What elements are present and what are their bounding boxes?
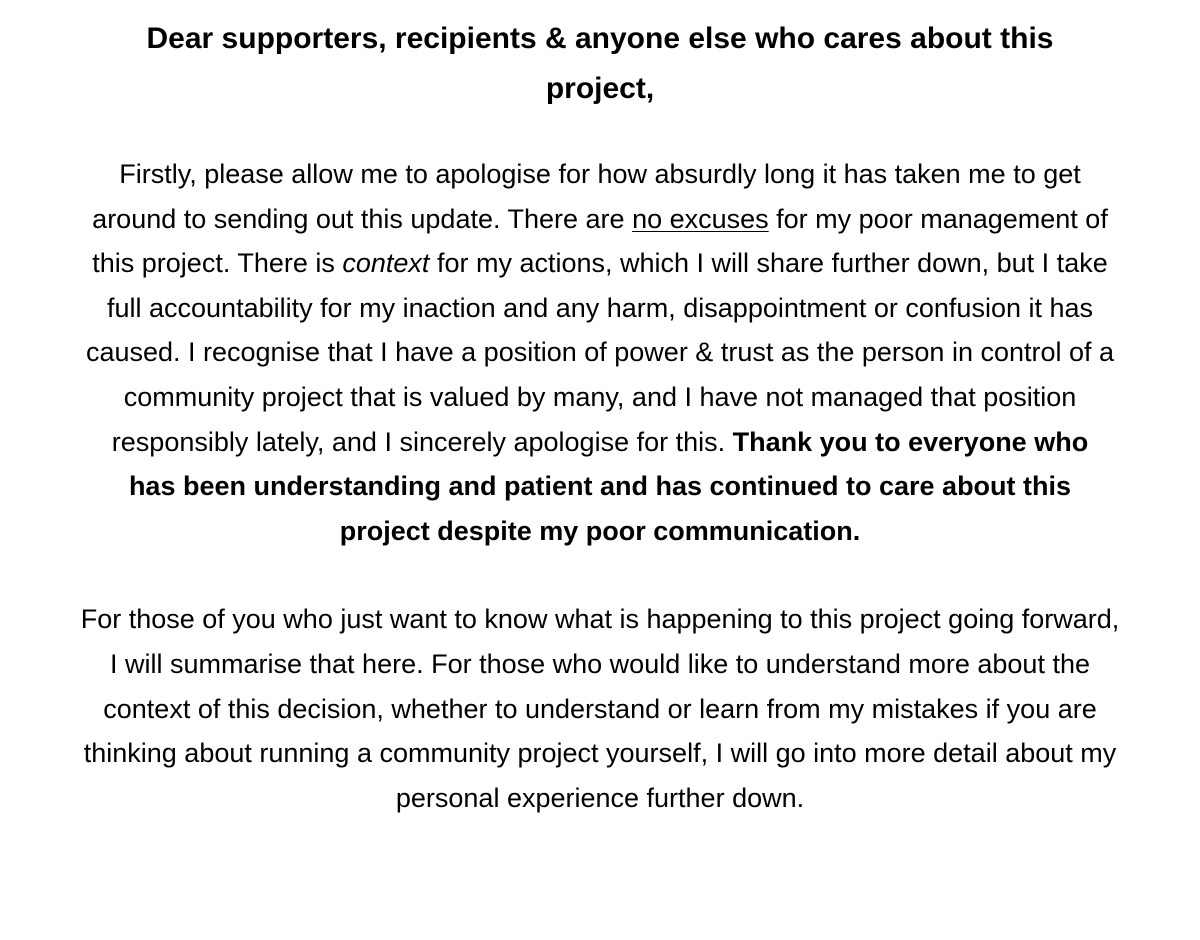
context-emphasis: context bbox=[342, 248, 430, 279]
paragraph-apology-text-3: for my actions, which I will share further down, but I take full accountability for my inaction and any harm, disappointment or confusion it has caused. I recognise that I have a position of power & trust as the person in control of a community project that is valued by many, and I have not managed that position responsibly lately, and I sincerely apologise for this. bbox=[85, 248, 1115, 457]
paragraph-apology bbox=[85, 152, 1115, 553]
no-excuses-emphasis: no excuses bbox=[632, 203, 769, 234]
letter-heading: Dear supporters, recipients & anyone else who cares about this project, bbox=[146, 22, 1054, 105]
paragraph-apology-text-1: Firstly, please allow me to apologise for how absurdly long it has taken me to get around to sending out this update. There are bbox=[92, 159, 1081, 234]
paragraph-summary: For those of you who just want to know what is happening to this project going forward, I will summarise that here. For those who would like to understand more about the context of this decision, whether to understand or learn from my mistakes if you are thinking about running a community project yourself, I will go into more detail about my personal experience further down. bbox=[80, 604, 1120, 813]
paragraph-apology-text-2: for my poor management of this project. There is bbox=[92, 203, 1108, 279]
thank-you-statement: Thank you to everyone who has been understanding and patient and has continued to care about this project despite my poor communication. bbox=[128, 426, 1089, 546]
